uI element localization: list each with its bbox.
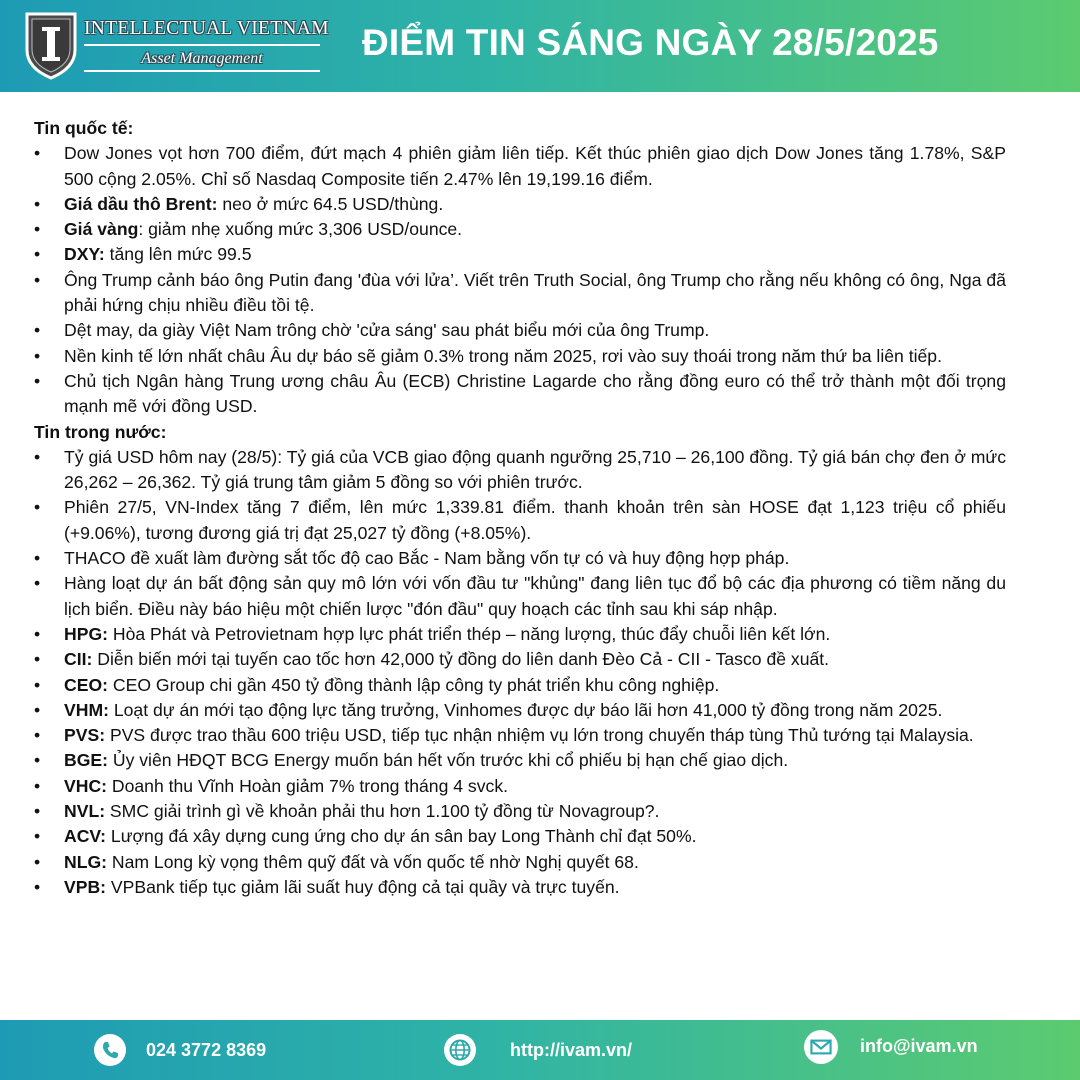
bullet-marker: • bbox=[34, 497, 41, 518]
news-item bbox=[34, 850, 1006, 875]
news-item-label: Giá dầu thô Brent: bbox=[64, 193, 218, 214]
news-item-text: Hòa Phát và Petrovietnam hợp lực phát triển thép – năng lượng, thúc đẩy chuỗi liên kết lớn. bbox=[107, 623, 831, 644]
news-item bbox=[34, 192, 1006, 217]
news-item bbox=[34, 546, 1006, 571]
news-item-text: PVS được trao thầu 600 triệu USD, tiếp tục nhận nhiệm vụ lớn trong chuyến tháp tùng Thủ tướng tại Malaysia. bbox=[105, 725, 974, 746]
bullet-marker: • bbox=[34, 143, 41, 164]
bullet-marker: • bbox=[34, 345, 41, 366]
news-item-text: THACO đề xuất làm đường sắt tốc độ cao Bắc - Nam bằng vốn tự có và huy động hợp pháp. bbox=[64, 548, 790, 569]
news-item-label: VHM: bbox=[64, 699, 109, 720]
news-content bbox=[34, 116, 1006, 900]
news-item-label: HPG: bbox=[64, 623, 108, 644]
bullet-marker: • bbox=[34, 750, 41, 771]
news-item-label: BGE: bbox=[64, 750, 108, 771]
news-item-text: Dow Jones vọt hơn 700 điểm, đứt mạch 4 phiên giảm liên tiếp. Kết thúc phiên giao dịch Dow Jones tăng 1.78%, S&P 500 cộng 2.05%. Chỉ số Nasdaq Composite tiến 2.47% lên 19,199.16 điểm. bbox=[64, 143, 1006, 189]
news-item-text: SMC giải trình gì về khoản phải thu hơn 1.100 tỷ đồng từ Novagroup?. bbox=[105, 801, 660, 822]
news-item bbox=[34, 242, 1006, 267]
logo-divider bbox=[84, 70, 320, 72]
news-item-text: Nền kinh tế lớn nhất châu Âu dự báo sẽ giảm 0.3% trong năm 2025, rơi vào suy thoái trong năm thứ ba liên tiếp. bbox=[64, 345, 942, 366]
news-item-text: Ủy viên HĐQT BCG Energy muốn bán hết vốn trước khi cổ phiếu bị hạn chế giao dịch. bbox=[107, 750, 789, 771]
news-item-text: Ông Trump cảnh báo ông Putin đang 'đùa với lửa’. Viết trên Truth Social, ông Trump cho rằng nếu không có ông, Nga đã phải hứng chịu nhiều điều tồi tệ. bbox=[64, 269, 1006, 316]
news-item-text: tăng lên mức 99.5 bbox=[104, 244, 252, 265]
news-item bbox=[34, 875, 1006, 900]
bullet-marker: • bbox=[34, 826, 41, 847]
news-item-text: Phiên 27/5, VN-Index tăng 7 điểm, lên mức 1,339.81 điểm. thanh khoản trên sàn HOSE đạt 1,123 triệu cổ phiếu (+9.06%), tương đương giá trị đạt 25,027 tỷ đồng (+8.05%). bbox=[64, 497, 1006, 543]
news-item-text: Lượng đá xây dựng cung ứng cho dự án sân bay Long Thành chỉ đạt 50%. bbox=[106, 826, 697, 847]
news-item bbox=[34, 723, 1006, 748]
bullet-marker: • bbox=[34, 674, 41, 695]
news-item bbox=[34, 571, 1006, 622]
news-item-text: VPBank tiếp tục giảm lãi suất huy động cả tại quầy và trực tuyến. bbox=[106, 876, 620, 897]
bullet-marker: • bbox=[34, 699, 41, 720]
news-list-international bbox=[34, 141, 1006, 419]
news-item-text: : giảm nhẹ xuống mức 3,306 USD/ounce. bbox=[138, 219, 463, 240]
bullet-marker: • bbox=[34, 876, 41, 897]
news-item bbox=[34, 647, 1006, 672]
bullet-marker: • bbox=[34, 649, 41, 670]
header-banner bbox=[0, 0, 1080, 92]
news-item-text: Dệt may, da giày Việt Nam trông chờ 'cửa sáng' sau phát biểu mới của ông Trump. bbox=[64, 320, 710, 341]
news-item bbox=[34, 344, 1006, 369]
page-title: ĐIỂM TIN SÁNG NGÀY 28/5/2025 bbox=[362, 22, 939, 63]
bullet-marker: • bbox=[34, 801, 41, 822]
news-item bbox=[34, 673, 1006, 698]
news-item-label: VPB: bbox=[64, 876, 107, 897]
news-item-label: DXY: bbox=[64, 244, 105, 265]
bullet-marker: • bbox=[34, 320, 41, 341]
news-item-label: PVS: bbox=[64, 725, 106, 746]
bullet-marker: • bbox=[34, 193, 41, 214]
news-item-label: CII: bbox=[64, 649, 93, 670]
bullet-marker: • bbox=[34, 446, 41, 467]
website-link[interactable]: http://ivam.vn/ bbox=[510, 1040, 633, 1060]
bullet-marker: • bbox=[34, 244, 41, 265]
news-item-text: Diễn biến mới tại tuyến cao tốc hơn 42,000 tỷ đồng do liên danh Đèo Cả - CII - Tasco đề xuất. bbox=[92, 649, 830, 670]
news-item bbox=[34, 141, 1006, 192]
shield-logo-icon bbox=[24, 10, 78, 80]
bullet-marker: • bbox=[34, 851, 41, 872]
news-item bbox=[34, 217, 1006, 242]
news-item bbox=[34, 318, 1006, 343]
news-item-label: ACV: bbox=[64, 826, 107, 847]
phone-icon bbox=[94, 1034, 126, 1066]
news-item bbox=[34, 622, 1006, 647]
bullet-marker: • bbox=[34, 573, 41, 594]
news-item bbox=[34, 698, 1006, 723]
footer-bar bbox=[0, 1020, 1080, 1080]
bullet-marker: • bbox=[34, 775, 41, 796]
news-item bbox=[34, 799, 1006, 824]
news-item bbox=[34, 445, 1006, 496]
section-heading-domestic: Tin trong nước: bbox=[34, 421, 167, 442]
globe-icon bbox=[444, 1034, 476, 1066]
news-item-text: CEO Group chi gần 450 tỷ đồng thành lập công ty phát triển khu công nghiệp. bbox=[107, 674, 720, 695]
news-item-text: Tỷ giá USD hôm nay (28/5): Tỷ giá của VCB giao động quanh ngưỡng 25,710 – 26,100 đồng. Tỷ giá bán chợ đen ở mức 26,262 – 26,362. Tỷ giá trung tâm giảm 5 đồng so với phiên trước. bbox=[64, 446, 1006, 493]
news-item-text: Loạt dự án mới tạo động lực tăng trưởng, Vinhomes được dự báo lãi hơn 41,000 tỷ đồng trong năm 2025. bbox=[108, 699, 943, 720]
bullet-marker: • bbox=[34, 548, 41, 569]
news-item bbox=[34, 748, 1006, 773]
email-icon bbox=[804, 1030, 838, 1064]
news-item-label: Giá vàng bbox=[64, 219, 139, 240]
news-list-domestic bbox=[34, 445, 1006, 900]
news-item-label: CEO: bbox=[64, 674, 108, 695]
logo-name: INTELLECTUAL VIETNAM bbox=[84, 18, 329, 39]
email-address[interactable]: info@ivam.vn bbox=[860, 1036, 978, 1056]
bullet-marker: • bbox=[34, 725, 41, 746]
news-item bbox=[34, 495, 1006, 546]
news-item bbox=[34, 369, 1006, 420]
bullet-marker: • bbox=[34, 219, 41, 240]
logo-divider bbox=[84, 44, 320, 46]
section-heading-international: Tin quốc tế: bbox=[34, 118, 134, 138]
news-item-text: Doanh thu Vĩnh Hoàn giảm 7% trong tháng 4 svck. bbox=[107, 775, 509, 796]
bullet-marker: • bbox=[34, 269, 41, 290]
news-item-label: NLG: bbox=[64, 851, 107, 872]
phone-number[interactable]: 024 3772 8369 bbox=[146, 1040, 267, 1060]
bullet-marker: • bbox=[34, 370, 41, 391]
news-item-text: Hàng loạt dự án bất động sản quy mô lớn với vốn đầu tư "khủng" đang liên tục đổ bộ các địa phương có tiềm năng du lịch biển. Điều này báo hiệu một chiến lược "đón đầu" quy hoạch các tỉnh sau khi sáp nhập. bbox=[64, 573, 1006, 619]
news-item-text: Chủ tịch Ngân hàng Trung ương châu Âu (ECB) Christine Lagarde cho rằng đồng euro có thể trở thành một đối trọng mạnh mẽ với đồng USD. bbox=[64, 370, 1006, 417]
news-item bbox=[34, 774, 1006, 799]
news-item-label: NVL: bbox=[64, 801, 106, 822]
news-item bbox=[34, 824, 1006, 849]
logo-wordmark bbox=[84, 14, 329, 72]
bullet-marker: • bbox=[34, 623, 41, 644]
news-item-text: neo ở mức 64.5 USD/thùng. bbox=[217, 193, 444, 214]
news-item bbox=[34, 268, 1006, 319]
logo-subtitle: Asset Management bbox=[141, 50, 263, 67]
news-item-label: VHC: bbox=[64, 775, 108, 796]
news-item-text: Nam Long kỳ vọng thêm quỹ đất và vốn quốc tế nhờ Nghị quyết 68. bbox=[107, 851, 639, 872]
